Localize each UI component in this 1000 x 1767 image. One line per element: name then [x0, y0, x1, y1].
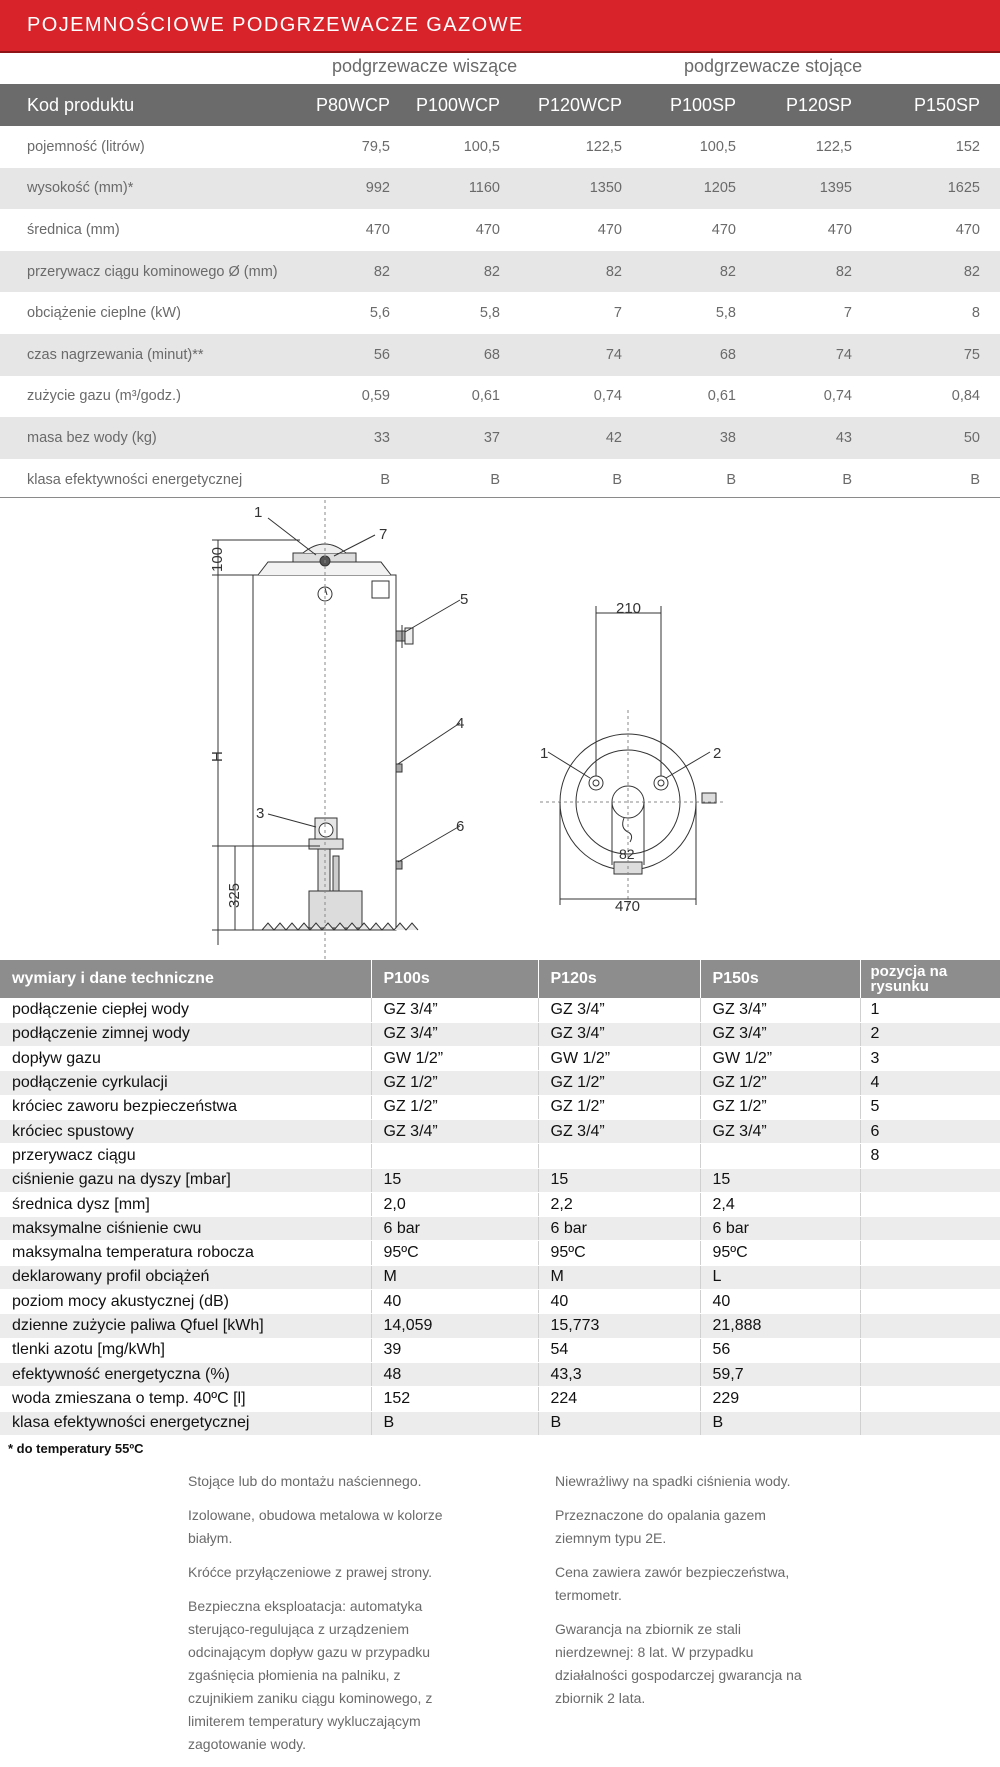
table-row — [0, 1241, 1000, 1265]
row-label: klasa efektywności energetycznej — [0, 1411, 371, 1435]
table-row — [0, 459, 1000, 501]
table-cell — [860, 1362, 1000, 1386]
table-cell: 33 — [373, 429, 390, 446]
table-cell: 38 — [719, 429, 736, 446]
table-cell: 4 — [860, 1071, 1000, 1095]
table-cell: 79,5 — [361, 138, 390, 155]
table-row — [0, 292, 1000, 334]
description-paragraph: Gwarancja na zbiornik ze stali nierdzewnej: 8 lat. W przypadku działalności gospodarczej gwarancja na zbiornik 2 lata. — [555, 1621, 802, 1706]
table-cell: GZ 1/2” — [371, 1071, 538, 1095]
table-cell: 229 — [700, 1387, 860, 1411]
table-row — [0, 1314, 1000, 1338]
table-cell: 100,5 — [699, 138, 736, 155]
table-cell: 43,3 — [538, 1362, 700, 1386]
table-cell: 5,8 — [479, 305, 500, 322]
table-cell: GZ 3/4” — [371, 1022, 538, 1046]
row-label: dzienne zużycie paliwa Qfuel [kWh] — [0, 1314, 371, 1338]
description-paragraph: Niewrażliwy na spadki ciśnienia wody. — [555, 1473, 791, 1489]
table-cell: GZ 3/4” — [371, 998, 538, 1022]
table-row — [0, 126, 1000, 168]
table-cell: 1205 — [703, 180, 736, 197]
table-cell — [860, 1192, 1000, 1216]
row-label: przerywacz ciągu — [0, 1144, 371, 1168]
table-cell: GZ 1/2” — [538, 1071, 700, 1095]
row-label: efektywność energetyczna (%) — [0, 1362, 371, 1386]
table-cell: GZ 3/4” — [538, 998, 700, 1022]
table-cell: 8 — [860, 1144, 1000, 1168]
product-spec-table — [0, 84, 1000, 500]
table-cell: 42 — [605, 429, 622, 446]
table-cell: 82 — [835, 263, 852, 280]
technical-drawing — [0, 500, 1000, 960]
table-cell: 7 — [613, 305, 622, 322]
row-label: wysokość (mm)* — [27, 180, 134, 197]
table-row — [0, 1168, 1000, 1192]
table-cell: 470 — [955, 221, 980, 238]
table-cell: GZ 3/4” — [700, 1119, 860, 1143]
callout-label: 3 — [256, 805, 265, 822]
table-cell: 5,8 — [715, 305, 736, 322]
row-label: masa bez wody (kg) — [27, 429, 157, 446]
column-header: P100WCP — [415, 94, 500, 115]
column-header: P150s — [700, 960, 860, 998]
table-cell: 6 bar — [700, 1217, 860, 1241]
table-cell: 50 — [963, 429, 980, 446]
table-cell: 95ºC — [700, 1241, 860, 1265]
row-label: woda zmieszana o temp. 40ºC [l] — [0, 1387, 371, 1411]
table-cell: 224 — [538, 1387, 700, 1411]
table-cell: 1160 — [468, 180, 500, 197]
column-header: P150SP — [913, 94, 980, 115]
callout-label: 5 — [460, 591, 469, 608]
callout-label: 1 — [540, 745, 549, 762]
row-label: poziom mocy akustycznej (dB) — [0, 1290, 371, 1314]
table-cell: 1 — [860, 998, 1000, 1022]
table-row — [0, 1119, 1000, 1143]
table-cell: 74 — [605, 346, 622, 363]
row-label: podłączenie ciepłej wody — [0, 998, 371, 1022]
table-cell: B — [538, 1411, 700, 1435]
table-cell: 68 — [719, 346, 736, 363]
table-row — [0, 1338, 1000, 1362]
row-label: deklarowany profil obciążeń — [0, 1265, 371, 1289]
column-header: Kod produktu — [27, 94, 135, 115]
callout-label: 2 — [713, 745, 722, 762]
table-cell: 82 — [605, 263, 622, 280]
table-cell: M — [538, 1265, 700, 1289]
heater-diagram — [0, 500, 1000, 960]
group-heading-hanging: podgrzewacze wiszące — [332, 56, 518, 76]
row-label: króciec zaworu bezpieczeństwa — [0, 1095, 371, 1119]
table-cell: 992 — [365, 180, 390, 197]
table-cell — [860, 1314, 1000, 1338]
column-header: pozycja na rysunku — [870, 963, 948, 995]
table-cell: 48 — [371, 1362, 538, 1386]
table-cell: 6 — [860, 1119, 1000, 1143]
callout-label: 7 — [379, 526, 388, 543]
table-cell — [860, 1387, 1000, 1411]
table-cell: 5,6 — [369, 305, 390, 322]
table-row — [0, 1144, 1000, 1168]
table-row — [0, 417, 1000, 459]
table-cell: 0,61 — [471, 388, 500, 405]
table-cell: GZ 3/4” — [700, 998, 860, 1022]
table-row — [0, 1217, 1000, 1241]
row-label: średnica (mm) — [27, 221, 120, 238]
table-cell: 6 bar — [538, 1217, 700, 1241]
table-cell: 37 — [483, 429, 500, 446]
column-header: P120SP — [785, 94, 852, 115]
table-cell — [700, 1144, 860, 1168]
table-cell: 470 — [827, 221, 852, 238]
table-row — [0, 334, 1000, 376]
dimension-label: 100 — [209, 546, 226, 572]
table-cell: 2,4 — [700, 1192, 860, 1216]
table-cell: 0,74 — [823, 388, 852, 405]
spec-table-body — [0, 126, 1000, 500]
table-cell: 95ºC — [538, 1241, 700, 1265]
technical-data-table — [0, 960, 1000, 1436]
table-cell: 7 — [843, 305, 852, 322]
callout-label: 4 — [456, 715, 465, 732]
table-cell: 14,059 — [371, 1314, 538, 1338]
table-cell: 15 — [371, 1168, 538, 1192]
table-cell: GZ 1/2” — [700, 1071, 860, 1095]
table-cell — [860, 1265, 1000, 1289]
table-cell: 82 — [719, 263, 736, 280]
table-cell: 56 — [700, 1338, 860, 1362]
dimension-label: 470 — [615, 898, 641, 915]
table-row — [0, 1071, 1000, 1095]
table-cell: GZ 3/4” — [538, 1119, 700, 1143]
row-label: obciążenie cieplne (kW) — [27, 305, 181, 322]
description-paragraph: Izolowane, obudowa metalowa w kolorze białym. — [188, 1507, 443, 1546]
table-cell: 43 — [835, 429, 852, 446]
table-cell: 470 — [475, 221, 500, 238]
table-cell: 470 — [365, 221, 390, 238]
dimension-label: 325 — [226, 882, 243, 908]
tech-table-header-row — [0, 960, 1000, 998]
row-label: czas nagrzewania (minut)** — [27, 346, 204, 363]
table-cell: 1395 — [819, 180, 852, 197]
table-cell: 0,59 — [361, 388, 390, 405]
table-cell: 6 bar — [371, 1217, 538, 1241]
table-cell: 3 — [860, 1047, 1000, 1071]
table-cell: 82 — [963, 263, 980, 280]
table-cell: 2,2 — [538, 1192, 700, 1216]
table-cell: 100,5 — [463, 138, 500, 155]
table-row — [0, 376, 1000, 418]
callout-label: 6 — [456, 818, 465, 835]
description-left-column — [188, 1470, 453, 1767]
spec-table-header-row — [0, 84, 1000, 126]
table-cell: 1350 — [589, 180, 622, 197]
table-cell: 68 — [483, 346, 500, 363]
table-cell: 0,61 — [707, 388, 736, 405]
row-label: podłączenie cyrkulacji — [0, 1071, 371, 1095]
table-cell: GZ 3/4” — [538, 1022, 700, 1046]
description-paragraph: Stojące lub do montażu naściennego. — [188, 1473, 422, 1489]
table-cell: B — [726, 471, 736, 488]
table-cell: B — [612, 471, 622, 488]
table-cell: 15,773 — [538, 1314, 700, 1338]
table-cell: 0,84 — [951, 388, 980, 405]
dimension-label: 210 — [616, 600, 642, 617]
table-row — [0, 1047, 1000, 1071]
table-cell: 40 — [700, 1290, 860, 1314]
table-divider — [0, 497, 1000, 498]
table-cell — [860, 1338, 1000, 1362]
table-cell: 470 — [597, 221, 622, 238]
table-cell: 40 — [371, 1290, 538, 1314]
table-cell: B — [490, 471, 500, 488]
row-label: dopływ gazu — [0, 1047, 371, 1071]
table-row — [0, 251, 1000, 293]
table-cell — [860, 1217, 1000, 1241]
table-cell: 15 — [538, 1168, 700, 1192]
table-cell: 74 — [835, 346, 852, 363]
table-cell: 152 — [955, 138, 980, 155]
row-label: klasa efektywności energetycznej — [27, 471, 243, 488]
table-cell — [860, 1168, 1000, 1192]
table-row — [0, 998, 1000, 1022]
table-cell: 82 — [373, 263, 390, 280]
table-row — [0, 1265, 1000, 1289]
column-header: P100s — [371, 960, 538, 998]
table-cell — [860, 1290, 1000, 1314]
table-cell — [860, 1411, 1000, 1435]
table-cell: GW 1/2” — [538, 1047, 700, 1071]
table-cell: GW 1/2” — [700, 1047, 860, 1071]
tech-table-body — [0, 998, 1000, 1435]
description-paragraph: Bezpieczna eksploatacja: automatyka sterująco-regulująca z urządzeniem odcinającym dopływ gazu w przypadku zgaśnięcia płomienia na palniku, z czujnikiem zaniku ciągu kominowego, z limiterem temperatury wykluczającym zagotowanie wody. — [188, 1598, 433, 1752]
column-header: P120WCP — [537, 94, 622, 115]
table-cell: 54 — [538, 1338, 700, 1362]
row-label: tlenki azotu [mg/kWh] — [0, 1338, 371, 1362]
table-cell: 21,888 — [700, 1314, 860, 1338]
row-label: średnica dysz [mm] — [0, 1192, 371, 1216]
table-cell: GZ 3/4” — [700, 1022, 860, 1046]
description-paragraph: Króćce przyłączeniowe z prawej strony. — [188, 1564, 433, 1580]
table-row — [0, 1411, 1000, 1435]
table-cell: 56 — [373, 346, 390, 363]
table-cell: L — [700, 1265, 860, 1289]
table-cell: 40 — [538, 1290, 700, 1314]
column-header: wymiary i dane techniczne — [0, 960, 371, 998]
row-label: podłączenie zimnej wody — [0, 1022, 371, 1046]
table-cell: B — [700, 1411, 860, 1435]
column-header: P80WCP — [315, 94, 390, 115]
table-row — [0, 1192, 1000, 1216]
row-label: przerywacz ciągu kominowego Ø (mm) — [27, 263, 278, 280]
row-label: pojemność (litrów) — [27, 138, 145, 155]
table-cell: B — [842, 471, 852, 488]
table-cell: GZ 1/2” — [700, 1095, 860, 1119]
table-row — [0, 1387, 1000, 1411]
table-cell: 82 — [483, 263, 500, 280]
callout-label: 1 — [254, 504, 263, 521]
table-cell — [371, 1144, 538, 1168]
table-cell: 152 — [371, 1387, 538, 1411]
page-header-bar — [0, 0, 1000, 53]
table-cell: 5 — [860, 1095, 1000, 1119]
table-row — [0, 168, 1000, 210]
table-cell: 75 — [963, 346, 980, 363]
page-title: POJEMNOŚCIOWE PODGRZEWACZE GAZOWE — [27, 14, 524, 36]
table-row — [0, 1290, 1000, 1314]
dimension-label: 82 — [619, 846, 635, 862]
table-cell: GZ 3/4” — [371, 1119, 538, 1143]
table-cell: 2,0 — [371, 1192, 538, 1216]
description-paragraph: Przeznaczone do opalania gazem ziemnym typu 2E. — [555, 1507, 766, 1546]
row-label: maksymalne ciśnienie cwu — [0, 1217, 371, 1241]
table-cell: 2 — [860, 1022, 1000, 1046]
table-row — [0, 209, 1000, 251]
table-cell — [860, 1241, 1000, 1265]
table-cell: 1625 — [947, 180, 980, 197]
table-row — [0, 1362, 1000, 1386]
table-cell: B — [380, 471, 390, 488]
table-cell: M — [371, 1265, 538, 1289]
table-cell: 122,5 — [815, 138, 852, 155]
table-cell: 39 — [371, 1338, 538, 1362]
table-cell: 0,74 — [593, 388, 622, 405]
row-label: króciec spustowy — [0, 1119, 371, 1143]
footnote: * do temperatury 55ºC — [8, 1441, 144, 1456]
table-cell: 470 — [711, 221, 736, 238]
table-cell: 95ºC — [371, 1241, 538, 1265]
row-label: zużycie gazu (m³/godz.) — [27, 388, 181, 405]
table-cell: B — [970, 471, 980, 488]
table-cell: GZ 1/2” — [371, 1095, 538, 1119]
table-cell: 8 — [971, 305, 980, 322]
group-heading-standing: podgrzewacze stojące — [684, 56, 863, 76]
row-label: ciśnienie gazu na dyszy [mbar] — [0, 1168, 371, 1192]
table-cell: 15 — [700, 1168, 860, 1192]
description-right-column — [555, 1470, 820, 1721]
table-row — [0, 1095, 1000, 1119]
table-row — [0, 1022, 1000, 1046]
dimension-label: H — [209, 751, 226, 762]
column-header: P120s — [538, 960, 700, 998]
table-cell: GW 1/2” — [371, 1047, 538, 1071]
table-cell: 122,5 — [585, 138, 622, 155]
table-cell: GZ 1/2” — [538, 1095, 700, 1119]
table-cell: B — [371, 1411, 538, 1435]
table-cell: 59,7 — [700, 1362, 860, 1386]
description-paragraph: Cena zawiera zawór bezpieczeństwa, termometr. — [555, 1564, 790, 1603]
table-cell — [538, 1144, 700, 1168]
row-label: maksymalna temperatura robocza — [0, 1241, 371, 1265]
column-header: P100SP — [669, 94, 736, 115]
